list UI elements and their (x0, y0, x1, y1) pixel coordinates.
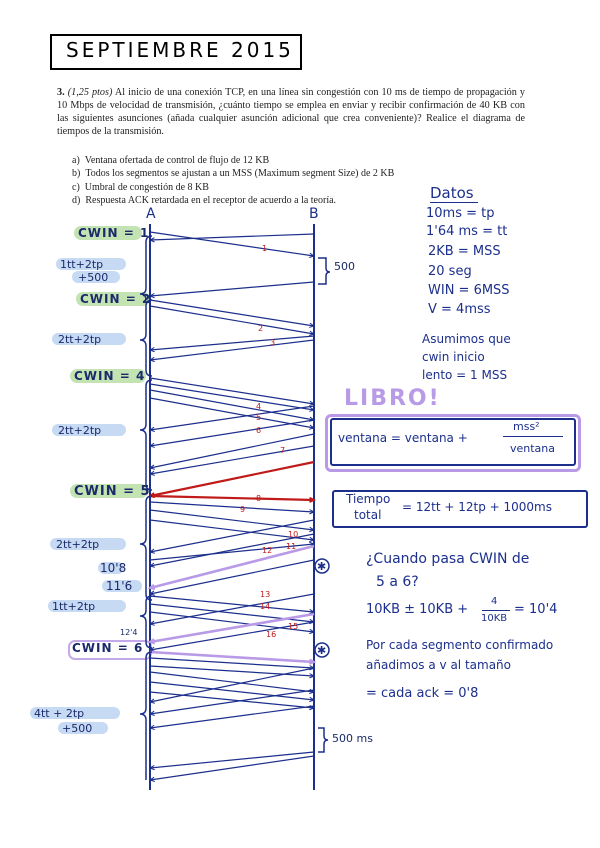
libro-note: LIBRO! (344, 386, 441, 411)
note-line-1: 10ms = tp (426, 206, 495, 221)
question-number: 3. (57, 87, 65, 98)
data-segment-arrow (150, 384, 314, 410)
label-t3: 2tt+2tp (58, 424, 102, 437)
data-segment-arrow (150, 502, 314, 512)
ack-arrow (150, 690, 314, 714)
notes-datos-heading: Datos (430, 184, 474, 202)
bracket-right-1 (318, 258, 330, 284)
segment-number: 13 (260, 590, 271, 599)
assume-line-1: Asumimos que (422, 332, 511, 346)
ack-arrow (150, 446, 314, 474)
assume-line-2: cwin inicio (422, 350, 485, 364)
option-c: c) Umbral de congestión de 8 KB (72, 181, 209, 193)
label-t5: 1tt+2tp (52, 600, 96, 613)
option-d: d) Respuesta ACK retardada en el receptor de acuerdo a la teoría. (72, 195, 337, 207)
label-t4: 2tt+2tp (56, 538, 100, 551)
calc-left: 10KB ± 10KB + (366, 602, 469, 617)
label-t1b: +500 (78, 271, 109, 284)
por-cada-line-2: añadimos a v al tamaño (366, 658, 511, 672)
ack-arrow (150, 282, 314, 296)
data-segment-arrow (150, 306, 314, 334)
ack-arrow (150, 706, 314, 728)
label-v124: 12'4 (120, 628, 138, 637)
segment-number: 11 (286, 542, 297, 551)
calc-denominator: 10KB (481, 613, 508, 624)
formula-fraction-bar (503, 436, 563, 437)
label-v11: 11'6 (106, 579, 133, 593)
label-t6: 4tt + 2tp (34, 707, 85, 720)
data-segment-arrow (150, 652, 314, 662)
note-line-4: 20 seg (428, 264, 472, 279)
ack-arrow (150, 406, 314, 430)
datos-underline (430, 202, 478, 203)
question-points: (1,25 ptos) (67, 87, 113, 98)
label-t6b: +500 (62, 722, 93, 735)
star-glyph-2: ✱ (317, 644, 327, 657)
segment-number: 9 (240, 505, 246, 514)
data-segment-arrow (150, 300, 314, 326)
segment-number: 12 (262, 546, 273, 555)
segment-number: 2 (258, 324, 264, 333)
formula-left: ventana = ventana + (338, 431, 468, 445)
por-cada-line-3: = cada ack = 0'8 (366, 686, 479, 701)
calc-numerator: 4 (491, 596, 498, 607)
page-title: SEPTIEMBRE 2015 (66, 38, 294, 62)
host-a-label: A (146, 206, 156, 222)
ack-arrow (150, 420, 314, 446)
question-cwin-line-2: 5 a 6? (376, 574, 419, 590)
question-cwin-line-1: ¿Cuando pasa CWIN de (366, 551, 530, 567)
label-d500: 500 (334, 260, 355, 273)
data-segment-arrow (150, 496, 314, 500)
star-glyph-1: ✱ (317, 560, 327, 573)
segment-number: 4 (256, 402, 262, 411)
formula-numerator: mss² (513, 420, 540, 433)
label-d500ms: 500 ms (332, 732, 373, 745)
segment-number: 15 (288, 622, 299, 631)
por-cada-line-1: Por cada segmento confirmado (366, 638, 554, 652)
segment-number: 14 (260, 602, 271, 611)
label-cwin5: CWIN = 5 (74, 484, 151, 499)
tiempo-label-2: total (354, 508, 382, 522)
segment-number: 3 (270, 338, 276, 347)
label-t2: 2tt+2tp (58, 333, 102, 346)
data-segment-arrow (150, 692, 314, 708)
segment-number: 7 (280, 446, 286, 455)
label-t1: 1tt+2tp (60, 258, 104, 271)
ack-arrow (150, 434, 314, 468)
question-body: Al inicio de una conexión TCP, en una línea sin congestión con 10 ms de tiempo de propagación y 10 Mbps de velocidad de transmisión, ¿cuánto tiempo se emplea en enviar y recibir confirmación de 40 KB con las siguientes asunciones (añada cualquier asunción adicional que crea conveniente)? Realice el diagrama de tiempos de la transmisión. (57, 87, 526, 137)
segment-number: 1 (262, 244, 268, 253)
data-segment-arrow (150, 390, 314, 420)
formula-denominator: ventana (510, 442, 556, 455)
data-segment-arrow (150, 510, 314, 530)
label-cwin6: CWIN = 6 (72, 641, 144, 655)
assume-line-3: lento = 1 MSS (422, 368, 508, 382)
segment-number: 10 (288, 530, 299, 539)
arrows-group (150, 232, 314, 782)
option-a: a) Ventana ofertada de control de flujo de 12 KB (72, 155, 270, 166)
ack-arrow (150, 462, 314, 496)
data-segment-arrow (150, 232, 314, 256)
ack-arrow (150, 234, 314, 240)
tiempo-label-1: Tiempo (346, 492, 391, 506)
label-v108: 10'8 (100, 561, 127, 575)
note-line-2: 1'64 ms = tt (426, 224, 508, 239)
label-cwin4: CWIN = 4 (74, 369, 146, 383)
segment-number: 6 (256, 426, 262, 435)
segment-number: 5 (256, 413, 262, 422)
bracket-right-2 (318, 728, 328, 752)
host-b-label: B (309, 206, 319, 222)
label-cwin1: CWIN = 1 (78, 226, 150, 240)
data-segment-arrow (150, 378, 314, 404)
note-line-3: 2KB = MSS (428, 244, 501, 259)
note-line-5: WIN = 6MSS (428, 283, 510, 298)
ack-arrow (150, 560, 314, 594)
label-cwin2: CWIN = 2 (80, 292, 152, 306)
note-line-6: V = 4mss (428, 302, 491, 317)
calc-fraction-bar (482, 610, 510, 611)
option-b: b) Todos los segmentos se ajustan a un MSS (Maximum segment Size) de 2 KB (72, 168, 395, 180)
segment-number: 8 (256, 494, 262, 503)
segment-number: 16 (266, 630, 277, 639)
calc-result: = 10'4 (514, 602, 558, 617)
tiempo-value: = 12tt + 12tp + 1000ms (402, 500, 552, 514)
